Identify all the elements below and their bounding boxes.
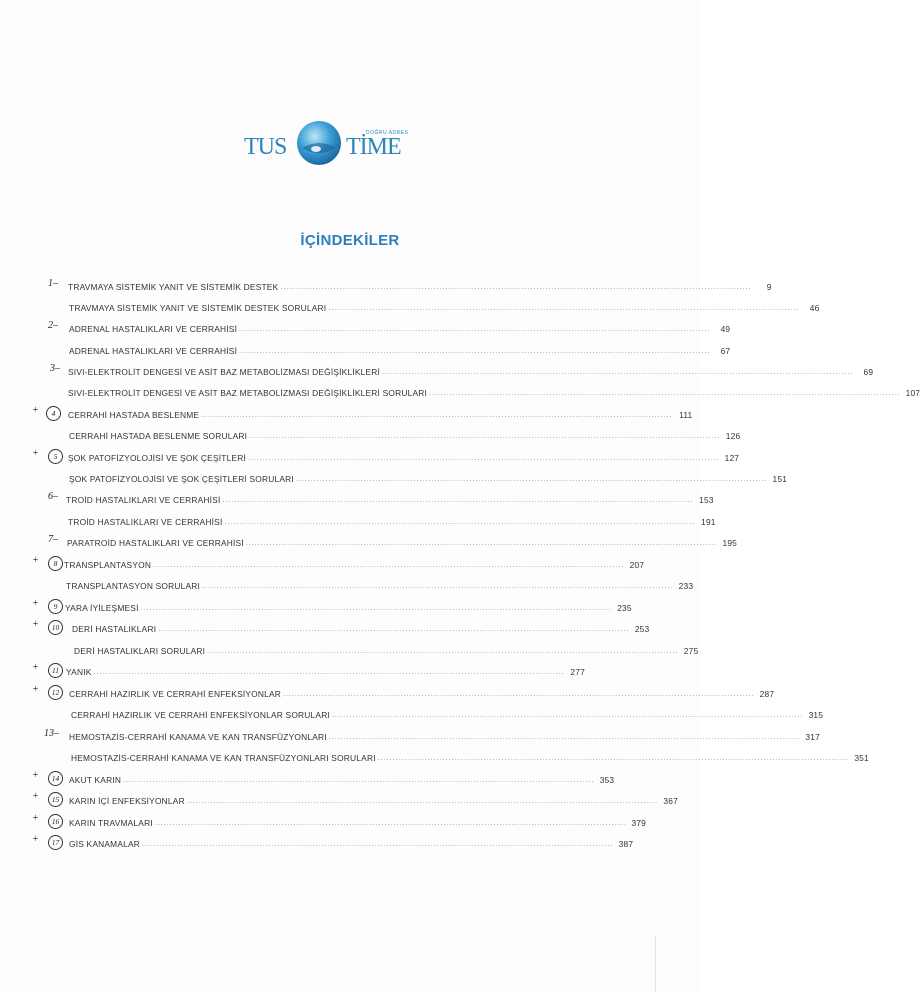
toc-entry[interactable] [66, 578, 694, 592]
handwritten-plus-mark: + [32, 834, 39, 845]
toc-entry[interactable] [69, 428, 741, 442]
toc-entry-title: YARA İYİLEŞMESİ [65, 603, 139, 613]
toc-page-number: 379 [631, 818, 647, 828]
handwritten-circled-number: 16 [48, 814, 63, 829]
handwritten-plus-mark: + [32, 555, 39, 566]
toc-entry-title: CERRAHİ HASTADA BESLENME SORULARI [69, 431, 248, 441]
handwritten-circled-number: 12 [48, 685, 63, 700]
toc-entry[interactable] [64, 557, 645, 571]
handwritten-plus-mark: + [32, 405, 39, 416]
toc-page-number: 253 [634, 624, 650, 634]
toc-leader-dots: ................................................................................................................................................................ [295, 476, 768, 483]
toc-entry[interactable] [74, 643, 699, 657]
toc-entry[interactable] [69, 471, 788, 485]
toc-leader-dots: ................................................................................................................................................................ [249, 433, 721, 440]
toc-leader-dots: ................................................................................................................................................................ [158, 626, 630, 633]
toc-page-number: 233 [678, 581, 694, 591]
toc-leader-dots: ................................................................................................................................................................ [93, 669, 565, 676]
toc-leader-dots: ................................................................................................................................................................ [382, 369, 854, 376]
toc-leader-dots: ................................................................................................................................................................ [377, 755, 849, 762]
toc-page-number: 191 [701, 517, 716, 527]
handwritten-plus-mark: + [32, 619, 39, 630]
handwritten-number-mark: 13– [44, 728, 59, 739]
toc-page-number: 127 [724, 453, 740, 463]
toc-page-number: 387 [618, 839, 634, 849]
toc-leader-dots: ................................................................................................................................................................ [331, 712, 804, 719]
toc-leader-dots: ................................................................................................................................................................ [202, 583, 674, 590]
handwritten-circled-number: 9 [48, 599, 63, 614]
handwritten-circled-number: 10 [48, 620, 63, 635]
toc-entry-title: AKUT KARIN [69, 775, 122, 785]
toc-leader-dots: ................................................................................................................................................................ [224, 519, 696, 526]
toc-entry[interactable] [71, 707, 824, 721]
toc-entry-title: KARIN İÇİ ENFEKSİYONLAR [69, 796, 185, 806]
toc-page-number: 195 [722, 538, 738, 548]
toc-leader-dots: ................................................................................................................................................................ [186, 798, 658, 805]
toc-page-number: 275 [683, 646, 699, 656]
handwritten-number-mark: 2– [48, 320, 58, 331]
toc-entry-title: ŞOK PATOFİZYOLOJİSİ VE ŞOK ÇEŞİTLERİ [68, 453, 246, 463]
toc-entry-title: TRAVMAYA SİSTEMİK YANIT VE SİSTEMİK DESTEK SORULARI [69, 303, 327, 313]
toc-leader-dots: ................................................................................................................................................................ [154, 820, 627, 827]
handwritten-plus-mark: + [32, 448, 39, 459]
toc-entry-title: CERRAHİ HASTADA BESLENME [68, 410, 200, 420]
toc-entry-title: HEMOSTAZİS-CERRAHİ KANAMA VE KAN TRANSFÜZYONLARI [69, 732, 327, 742]
toc-page-number: 353 [599, 775, 615, 785]
toc-page-number: 126 [725, 431, 741, 441]
toc-entry-title: DERİ HASTALIKLARI [72, 624, 157, 634]
toc-entry-title: ŞOK PATOFİZYOLOJİSİ VE ŞOK ÇEŞİTLERİ SORULARI [69, 474, 294, 484]
toc-entry[interactable] [72, 621, 650, 635]
toc-leader-dots: ................................................................................................................................................................ [140, 605, 612, 612]
toc-entry-title: TRANSPLANTASYON [64, 560, 152, 570]
toc-page-number: 151 [772, 474, 788, 484]
toc-leader-dots: ................................................................................................................................................................ [222, 497, 694, 504]
page-title: İÇİNDEKİLER [300, 232, 400, 249]
toc-entry[interactable] [68, 385, 920, 399]
handwritten-number-mark: 3– [50, 363, 60, 374]
handwritten-number-mark: 6– [48, 491, 58, 502]
toc-leader-dots: ................................................................................................................................................................ [280, 284, 752, 291]
handwritten-circled-number: 14 [48, 771, 63, 786]
toc-entry-title: SIVI-ELEKTROLİT DENGESİ VE ASİT BAZ METABOLİZMASI DEĞİŞİKLİKLERİ [68, 367, 381, 377]
toc-page-number: 287 [759, 689, 775, 699]
toc-entry[interactable] [68, 407, 693, 421]
toc-leader-dots: ................................................................................................................................................................ [239, 348, 711, 355]
toc-entry-title: TRAVMAYA SİSTEMİK YANIT VE SİSTEMİK DESTEK [68, 282, 279, 292]
handwritten-circled-number: 11 [48, 663, 63, 678]
toc-page-number: 67 [720, 346, 731, 356]
toc-entry-title: GİS KANAMALAR [69, 839, 141, 849]
toc-leader-dots: ................................................................................................................................................................ [201, 412, 673, 419]
toc-entry[interactable] [69, 836, 634, 850]
handwritten-plus-mark: + [32, 662, 39, 673]
handwritten-number-mark: 1– [48, 278, 58, 289]
toc-entry[interactable] [67, 535, 738, 549]
toc-entry-title: KARIN TRAVMALARI [69, 818, 153, 828]
toc-entry-title: CERRAHİ HAZIRLIK VE CERRAHİ ENFEKSİYONLAR SORULARI [71, 710, 330, 720]
toc-entry-title: DERİ HASTALIKLARI SORULARI [74, 646, 206, 656]
toc-leader-dots: ................................................................................................................................................................ [245, 540, 718, 547]
toc-leader-dots: ................................................................................................................................................................ [328, 305, 800, 312]
toc-page-number: 49 [720, 324, 731, 334]
toc-entry[interactable] [66, 492, 714, 506]
toc-leader-dots: ................................................................................................................................................................ [239, 326, 711, 333]
handwritten-circled-number: 5 [48, 449, 63, 464]
toc-page-number: 315 [808, 710, 824, 720]
toc-entry[interactable] [65, 600, 632, 614]
toc-leader-dots: ................................................................................................................................................................ [248, 455, 720, 462]
logo-text-left: TUS [244, 134, 287, 160]
toc-entry[interactable] [69, 321, 731, 335]
toc-entry-title: ADRENAL HASTALIKLARI VE CERRAHİSİ [69, 324, 238, 334]
toc-leader-dots: ................................................................................................................................................................ [429, 390, 901, 397]
handwritten-plus-mark: + [32, 813, 39, 824]
toc-entry-title: ADRENAL HASTALIKLARI VE CERRAHİSİ [69, 346, 238, 356]
toc-entry[interactable] [68, 279, 772, 293]
toc-leader-dots: ................................................................................................................................................................ [123, 777, 595, 784]
handwritten-plus-mark: + [32, 770, 39, 781]
toc-entry-title: YANIK [66, 667, 92, 677]
toc-leader-dots: ................................................................................................................................................................ [142, 841, 614, 848]
toc-page-number: 111 [679, 410, 693, 420]
toc-entry[interactable] [68, 514, 716, 528]
handwritten-plus-mark: + [32, 684, 39, 695]
handwritten-circled-number: 4 [46, 406, 61, 421]
toc-page-number: 317 [805, 732, 820, 742]
toc-entry[interactable] [71, 750, 869, 764]
toc-page-number: 153 [699, 495, 714, 505]
toc-page-number: 69 [863, 367, 874, 377]
toc-entry[interactable] [69, 815, 647, 829]
logo-text-right: TİME [346, 134, 401, 160]
toc-leader-dots: ................................................................................................................................................................ [207, 648, 679, 655]
handwritten-circled-number: 15 [48, 792, 63, 807]
toc-entry-title: CERRAHİ HAZIRLIK VE CERRAHİ ENFEKSİYONLAR [69, 689, 282, 699]
toc-leader-dots: ................................................................................................................................................................ [153, 562, 625, 569]
toc-leader-dots: ................................................................................................................................................................ [283, 691, 755, 698]
toc-page-number: 277 [570, 667, 585, 677]
page-edge-line [655, 935, 656, 992]
toc-page-number: 367 [663, 796, 678, 806]
toc-page-number: 207 [629, 560, 645, 570]
toc-entry[interactable] [69, 300, 820, 314]
toc-entry-title: TROİD HASTALIKLARI VE CERRAHİSİ [66, 495, 221, 505]
toc-entry-title: PARATROİD HASTALIKLARI VE CERRAHİSİ [67, 538, 244, 548]
toc-entry-title: TROİD HASTALIKLARI VE CERRAHİSİ [68, 517, 223, 527]
logo-tagline: DOĞRU ADRES [366, 130, 409, 136]
toc-entry[interactable] [69, 686, 775, 700]
toc-entry[interactable] [69, 729, 820, 743]
toc-entry-title: TRANSPLANTASYON SORULARI [66, 581, 201, 591]
toc-page-number: 351 [854, 753, 869, 763]
handwritten-circled-number: 8 [48, 556, 63, 571]
toc-entry-title: HEMOSTAZİS-CERRAHİ KANAMA VE KAN TRANSFÜZYONLARI SORULARI [71, 753, 376, 763]
toc-entry[interactable] [69, 772, 615, 786]
handwritten-plus-mark: + [32, 791, 39, 802]
toc-entry[interactable] [68, 450, 740, 464]
handwritten-plus-mark: + [32, 598, 39, 609]
toc-page-number: 9 [766, 282, 772, 292]
toc-entry[interactable] [69, 343, 731, 357]
toc-entry[interactable] [66, 664, 585, 678]
toc-page-number: 46 [809, 303, 820, 313]
toc-page-number: 107 [905, 388, 920, 398]
toc-entry[interactable] [68, 364, 874, 378]
toc-entry-title: SIVI-ELEKTROLİT DENGESİ VE ASİT BAZ METABOLİZMASI DEĞİŞİKLİKLERİ SORULARI [68, 388, 427, 398]
toc-entry[interactable] [69, 793, 678, 807]
toc-leader-dots: ................................................................................................................................................................ [328, 734, 800, 741]
handwritten-number-mark: 7– [48, 534, 58, 545]
toc-page-number: 235 [617, 603, 632, 613]
handwritten-circled-number: 17 [48, 835, 63, 850]
